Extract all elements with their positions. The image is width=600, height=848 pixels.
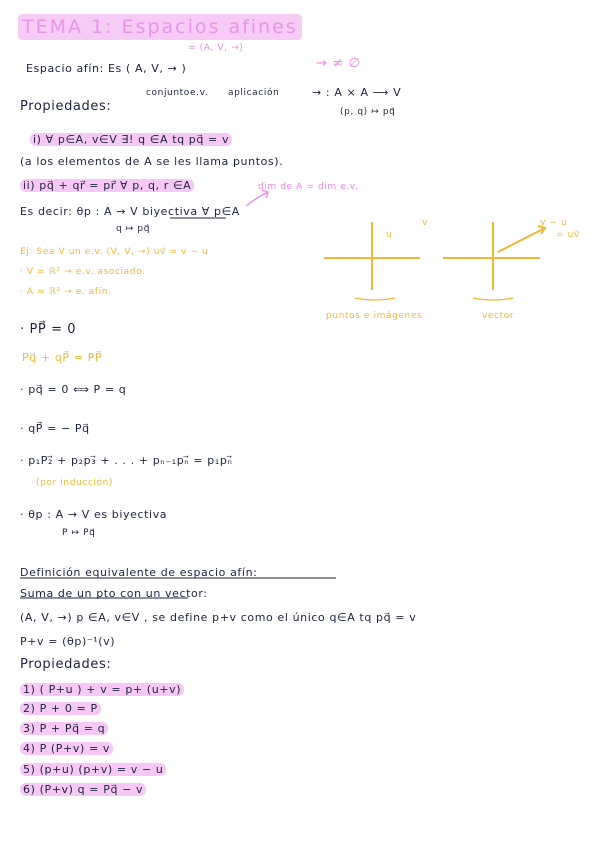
prop-item-5: · p₁P₂⃗ + p₂p₃⃗ + . . . + pₙ₋₁pₙ⃗ = p₁pₙ⃗ bbox=[20, 454, 233, 467]
label-conjunto: conjunto bbox=[146, 88, 190, 98]
map-definition: → : A × A ⟶ V bbox=[312, 86, 402, 99]
label-aplicacion: aplicación bbox=[228, 88, 280, 98]
sum-title: Suma de un pto con un vector: bbox=[20, 587, 208, 600]
def2-item-1 bbox=[20, 683, 184, 697]
map-definition-sub: (p, q) ↦ pq⃗ bbox=[340, 107, 396, 117]
property-ii-text: ii) pq⃗ + qr⃗ = pr⃗ ∀ p, q, r ∈A bbox=[20, 179, 194, 192]
def2-item-6 bbox=[20, 783, 146, 797]
es-decir-line: Es decir: θp : A → V biyectiva ∀ p∈A bbox=[20, 205, 240, 218]
prop-item-6-sub: P ↦ Pq⃗ bbox=[62, 528, 96, 538]
example-line-1: Ej: Sea V un e.v. (V, V, →) uv⃗ = v − u bbox=[20, 247, 209, 257]
page-title: TEMA 1: Espacios afines bbox=[18, 14, 302, 40]
prop-item-4: · qP⃗ = − Pq⃗ bbox=[20, 422, 90, 435]
prop-item-6: · θp : A → V es biyectiva bbox=[20, 508, 168, 521]
def2-item-5-text: 5) (p+u) (p+v) = v − u bbox=[20, 763, 166, 776]
example-line-3: · A = ℝ² → e. afín. bbox=[20, 287, 112, 297]
def2-item-6-text: 6) (P+v) q = Pq⃗ − v bbox=[20, 783, 146, 796]
left-brace bbox=[355, 298, 395, 300]
vector-label: v − u bbox=[540, 218, 568, 228]
triple-note: = (A, V, →) bbox=[188, 43, 244, 53]
prop-item-1: · PP⃗ = 0 bbox=[20, 322, 77, 337]
definition-line: Espacio afín: Es ( A, V, → ) bbox=[26, 62, 187, 75]
def2-item-3 bbox=[20, 722, 108, 736]
sum-definition: (A, V, →) p ∈A, v∈V , se define p+v como el único q∈A tq pq⃗ = v bbox=[20, 611, 417, 624]
def2-properties-heading: Propiedades: bbox=[20, 657, 112, 672]
v-label: v bbox=[422, 218, 428, 228]
def2-item-3-text: 3) P + Pq⃗ = q bbox=[20, 722, 108, 735]
prop-item-3: · pq⃗ = 0 ⟺ P = q bbox=[20, 383, 127, 396]
dim-arrow bbox=[246, 192, 268, 206]
es-decir-sub: q ↦ pq⃗ bbox=[116, 224, 151, 234]
def2-item-4-text: 4) P (P+v) = v bbox=[20, 742, 113, 755]
label-ev: e.v. bbox=[190, 88, 209, 98]
def2-item-1-text: 1) ( P+u ) + v = p+ (u+v) bbox=[20, 683, 184, 696]
def2-item-2 bbox=[20, 702, 101, 716]
def2-item-4 bbox=[20, 742, 113, 756]
def2-item-5 bbox=[20, 763, 166, 777]
prop-item-5-note: (por inducción) bbox=[36, 478, 114, 488]
property-i-text: i) ∀ p∈A, v∈V ∃! q ∈A tq pq⃗ = v bbox=[30, 133, 232, 146]
def2-heading: Definición equivalente de espacio afín: bbox=[20, 566, 258, 579]
empty-set-note: → ≠ ∅ bbox=[316, 56, 361, 71]
u-label: u bbox=[386, 230, 393, 240]
vector-label-2: = uv⃗ bbox=[556, 230, 580, 240]
def2-item-2-text: 2) P + 0 = P bbox=[20, 702, 101, 715]
dimension-note: dim de A = dim e.v. bbox=[258, 182, 359, 192]
properties-heading: Propiedades: bbox=[20, 99, 112, 114]
property-i-note: (a los elementos de A se les llama puntos). bbox=[20, 155, 284, 168]
left-diagram-label: puntos e imágenes bbox=[326, 311, 423, 321]
sum-formula: P+v = (θp)⁻¹(v) bbox=[20, 635, 116, 648]
right-diagram-label: vector bbox=[482, 311, 515, 321]
prop-item-2: Pq⃗ + qP⃗ = PP⃗ bbox=[22, 351, 103, 364]
vector-arrow bbox=[498, 228, 545, 252]
example-line-2: · V = ℝ² → e.v. asociado. bbox=[20, 267, 146, 277]
right-brace bbox=[473, 298, 513, 300]
